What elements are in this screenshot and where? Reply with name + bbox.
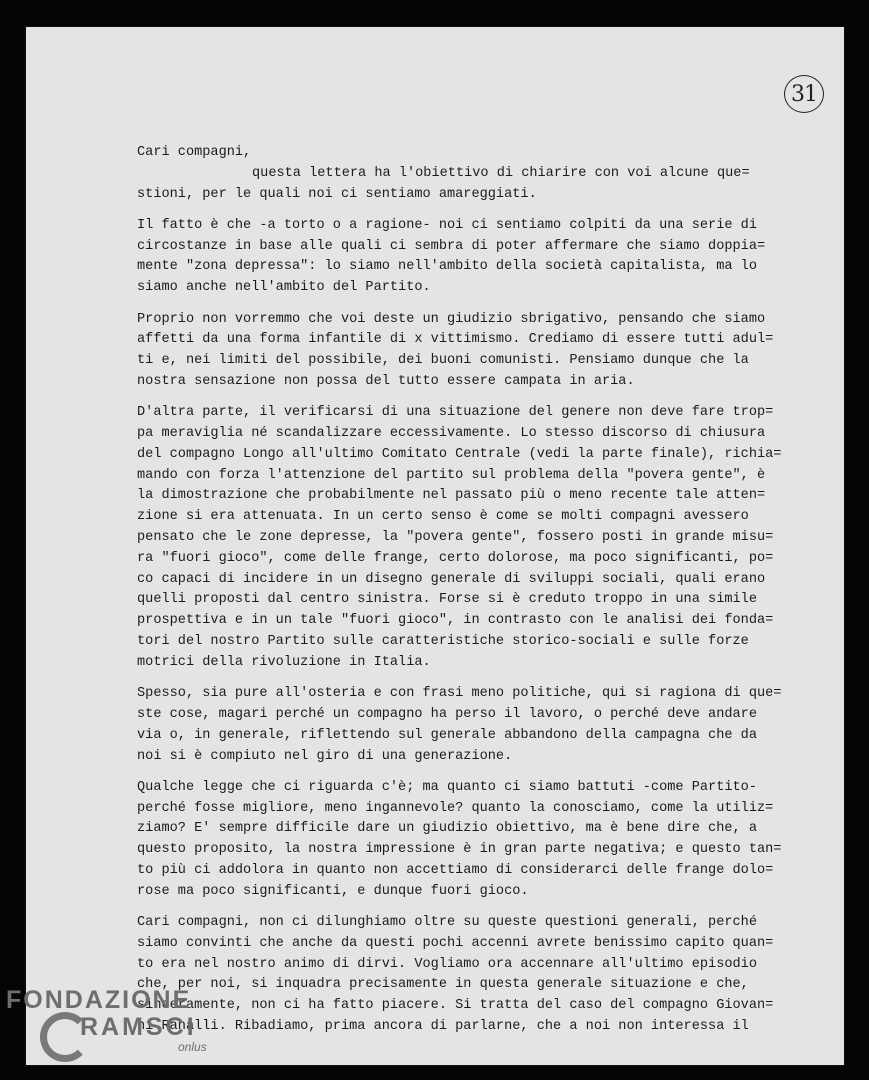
text-line: to più ci addolora in quanto non accettiamo di considerarci delle frange dolo= [137,863,774,878]
text-line: stioni, per le quali noi ci sentiamo amareggiati. [137,186,537,202]
text-line: Proprio non vorremmo che voi deste un giudizio sbrigativo, pensando che siamo [137,311,766,327]
text-line: mando con forza l'attenzione del partito sul problema della "povera gente", è [137,467,766,483]
salutation: Cari compagni, [137,145,252,160]
text-line: via o, in generale, riflettendo sul generale abbandono della campagna che da [137,727,757,743]
letter-body [137,143,782,1048]
text-line: Cari compagni, non ci dilunghiamo oltre su queste questioni generali, perché [137,915,757,931]
text-line: perché fosse migliore, meno ingannevole? quanto la conosciamo, come la utiliz= [137,800,774,816]
text-line: to era nel nostro animo di dirvi. Vogliamo ora accennare all'ultimo episodio [137,956,757,972]
text-line: ti e, nei limiti del possibile, dei buoni comunisti. Pensiamo dunque che la [137,353,749,369]
text-line: noi si è compiuto nel giro di una generazione. [137,748,513,764]
text-line: pa meraviglia né scandalizzare eccessivamente. Lo stesso discorso di chiusura [137,426,766,442]
text-line: questo proposito, la nostra impressione è in gran parte negativa; e questo tan= [137,842,782,858]
text-line: Il fatto è che -a torto o a ragione- noi ci sentiamo colpiti da una serie di [137,217,757,233]
text-line: quelli proposti dal centro sinistra. Forse si è creduto troppo in una simile [137,592,757,608]
text-line: D'altra parte, il verificarsi di una situazione del genere non deve fare trop= [137,405,774,421]
paragraph [137,216,777,299]
watermark-logo [6,986,236,1066]
text-line: siamo anche nell'ambito del Partito. [137,280,431,296]
text-line: sinceramente, non ci ha fatto piacere. Si tratta del caso del compagno Giovan= [137,998,774,1014]
text-line: mente "zona depressa": lo siamo nell'ambito della società capitalista, ma lo [137,259,757,275]
text-line: questa lettera ha l'obiettivo di chiarire con voi alcune que= [252,165,750,181]
paragraph [137,403,782,673]
text-line: ni Ranalli. Ribadiamo, prima ancora di parlarne, che a noi non interessa il [137,1019,749,1035]
paragraph-list [137,164,782,1038]
text-line: ziamo? E' sempre difficile dare un giudizio obiettivo, ma è bene dire che, a [137,821,757,837]
watermark-line2: RAMSCI [80,1013,197,1041]
text-line: siamo convinti che anche da questi pochi accenni avrete benissimo capito quan= [137,935,774,951]
paragraph [137,164,777,206]
text-line: ste cose, magari perché un compagno ha perso il lavoro, o perché deve andare [137,706,757,722]
text-line: che, per noi, si inquadra precisamente in questa generale situazione e che, [137,977,749,993]
text-line: circostanze in base alle quali ci sembra di poter affermare che siamo doppia= [137,238,766,254]
paragraph [137,684,782,767]
text-line: prospettiva e in un tale "fuori gioco", in contrasto con le analisi dei fonda= [137,613,774,629]
watermark-line1: FONDAZIONE [6,986,192,1014]
paragraph [137,310,777,393]
text-line: nostra sensazione non possa del tutto essere campata in aria. [137,373,635,389]
text-line: Qualche legge che ci riguarda c'è; ma quanto ci siamo battuti -come Partito- [137,779,757,795]
text-line: motrici della rivoluzione in Italia. [137,654,431,670]
g-swirl-icon [40,1012,90,1062]
page-number: 31 [784,75,824,113]
text-line: zione si era attenuata. In un certo senso è come se molti compagni avessero [137,509,749,525]
text-line: pensato che le zone depresse, la "povera gente", fossero posti in grande misu= [137,530,774,546]
text-line: ra "fuori gioco", come delle frange, certo dolorose, ma poco significanti, po= [137,550,774,566]
text-line: rose ma poco significanti, e dunque fuori gioco. [137,883,529,899]
text-line: la dimostrazione che probabilmente nel passato più o meno recente tale atten= [137,488,766,504]
paragraph [137,778,782,903]
text-line: Spesso, sia pure all'osteria e con frasi meno politiche, qui si ragiona di que= [137,686,782,702]
text-line: affetti da una forma infantile di x vittimismo. Crediamo di essere tutti adul= [137,332,774,348]
text-line: tori del nostro Partito sulle caratteristiche storico-sociali e sulle forze [137,634,749,650]
watermark-sub: onlus [178,1040,207,1054]
text-line: del compagno Longo all'ultimo Comitato Centrale (vedi la parte finale), richia= [137,446,782,462]
text-line: co capaci di incidere in un disegno generale di sviluppi sociali, quali erano [137,571,766,587]
